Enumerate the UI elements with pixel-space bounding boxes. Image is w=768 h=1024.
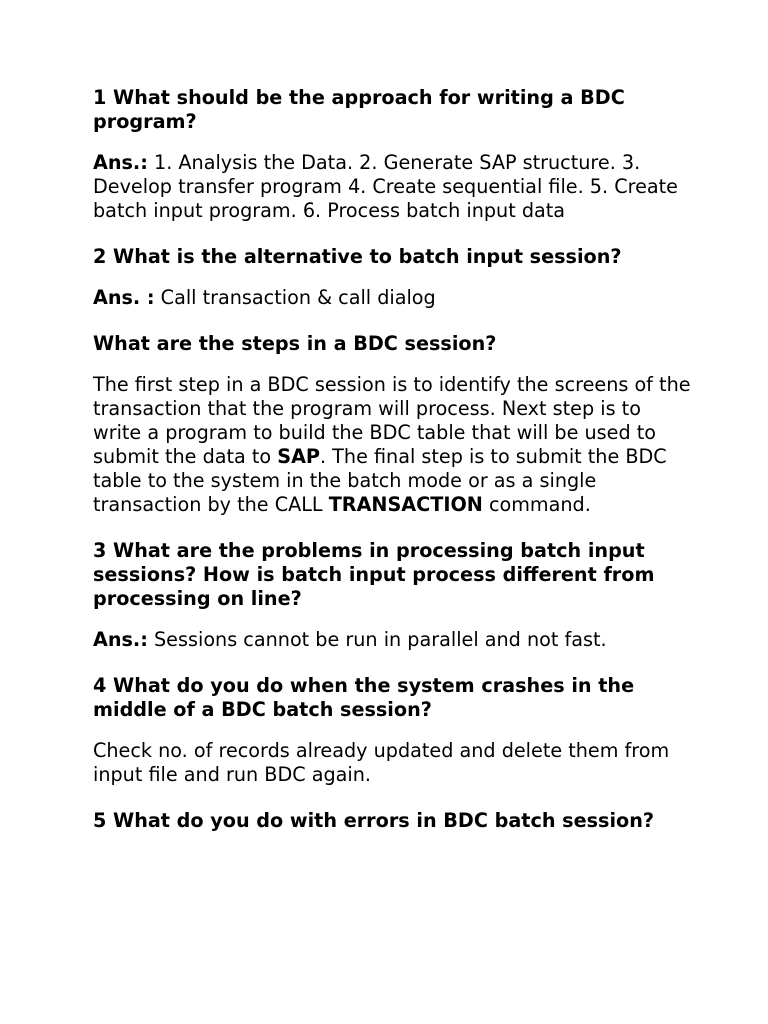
answer-2 [93,286,693,310]
answer-label: Ans.: [93,151,148,174]
answer-1 [93,151,693,223]
answer-text: . The final step is to submit the BDC table to the system in the batch mode or as a single transaction by the CALL [93,445,667,516]
question-5: 5 What do you do with errors in BDC batch session? [93,809,655,832]
question-bdc-steps: What are the steps in a BDC session? [93,332,497,355]
question-3: 3 What are the problems in processing batch input sessions? How is batch input process different from processing on line? [93,539,655,610]
answer-bdc-steps [93,373,693,517]
question-2: 2 What is the alternative to batch input session? [93,245,622,268]
answer-3 [93,628,693,652]
answer-text: Call transaction & call dialog [154,286,436,309]
document-page [93,86,693,850]
question-4: 4 What do you do when the system crashes in the middle of a BDC batch session? [93,674,635,721]
answer-text: 1. Analysis the Data. 2. Generate SAP structure. 3. Develop transfer program 4. Create sequential file. 5. Create batch input program. 6. Process batch input data [93,151,678,222]
answer-label: Ans. : [93,286,155,309]
emphasis-sap: SAP [277,445,320,468]
answer-text: command. [482,493,591,516]
answer-text: Sessions cannot be run in parallel and not fast. [147,628,607,651]
question-1: 1 What should be the approach for writing a BDC program? [93,86,625,133]
answer-label: Ans.: [93,628,148,651]
emphasis-transaction: TRANSACTION [328,493,483,516]
answer-4: Check no. of records already updated and delete them from input file and run BDC again. [93,739,670,786]
answer-text: The first step in a BDC session is to identify the screens of the transaction that the program will process. Next step is to write a program to build the BDC table that will be used to submit the data to [93,373,691,468]
